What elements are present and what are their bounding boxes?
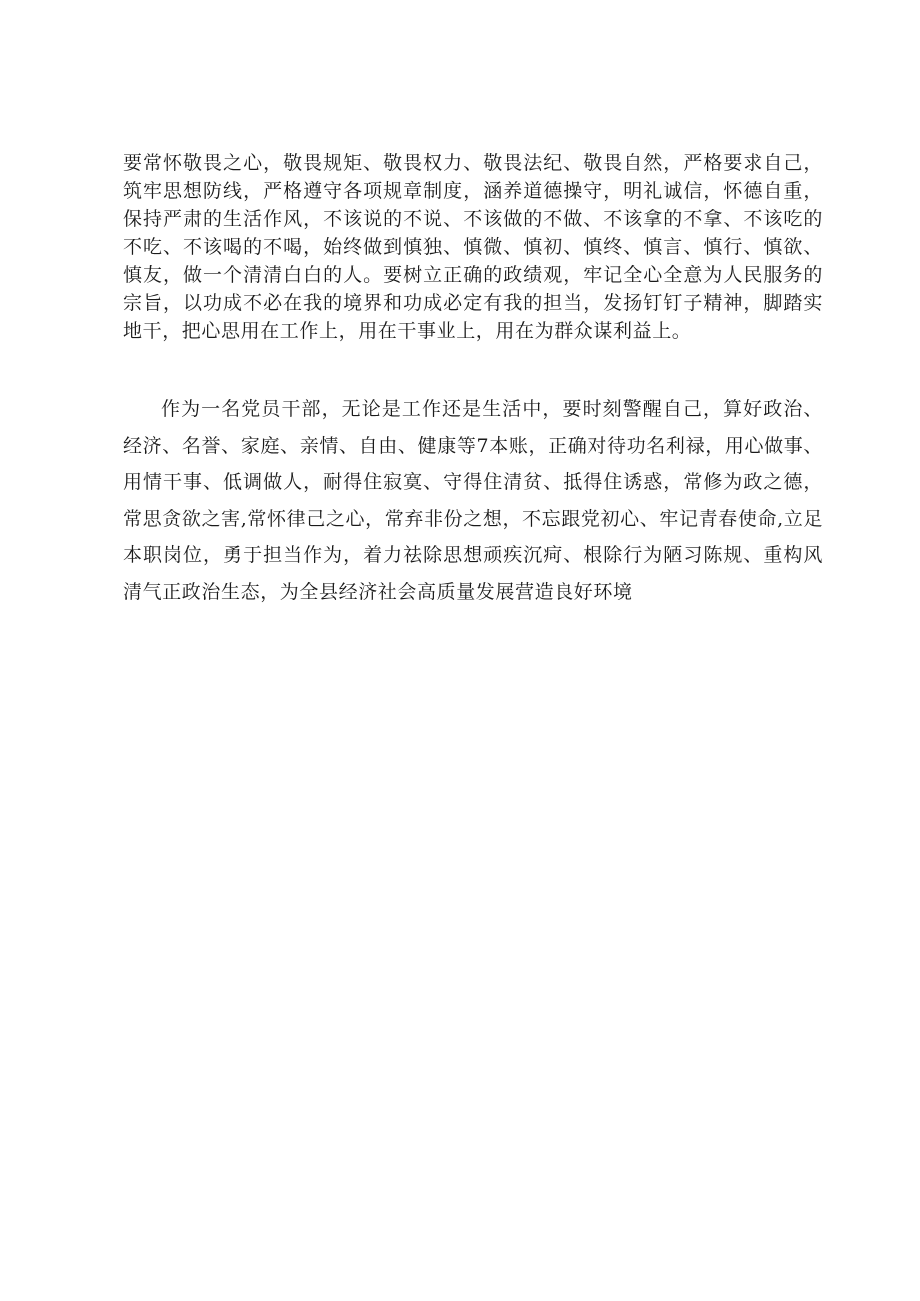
paragraph-party-member: 作为一名党员干部，无论是工作还是生活中，要时刻警醒自己，算好政治、经济、名誉、家庭、亲情、自由、健康等7本账，正确对待功名利禄，用心做事、用情干事、低调做人，耐得住寂寞、守得住清贫、抵得住诱惑，常修为政之德，常思贪欲之害,常怀律己之心，常弃非份之想，不忘跟党初心、牢记青春使命,立足本职岗位，勇于担当作为，着力祛除思想顽疾沉疴、根除行为陋习陈规、重构风清气正政治生态，为全县经济社会高质量发展营造良好环境 xyxy=(123,398,823,603)
paragraph-discipline: 要常怀敬畏之心，敬畏规矩、敬畏权力、敬畏法纪、敬畏自然，严格要求自己，筑牢思想防线，严格遵守各项规章制度，涵养道德操守，明礼诚信，怀德自重，保持严肃的生活作风，不该说的不说、不该做的不做、不该拿的不拿、不该吃的不吃、不该喝的不喝，始终做到慎独、慎微、慎初、慎终、慎言、慎行、慎欲、慎友，做一个清清白白的人。要树立正确的政绩观，牢记全心全意为人民服务的宗旨，以功成不必在我的境界和功成必定有我的担当，发扬钉钉子精神，脚踏实地干，把心思用在工作上，用在干事业上，用在为群众谋利益上。 xyxy=(123,152,823,342)
